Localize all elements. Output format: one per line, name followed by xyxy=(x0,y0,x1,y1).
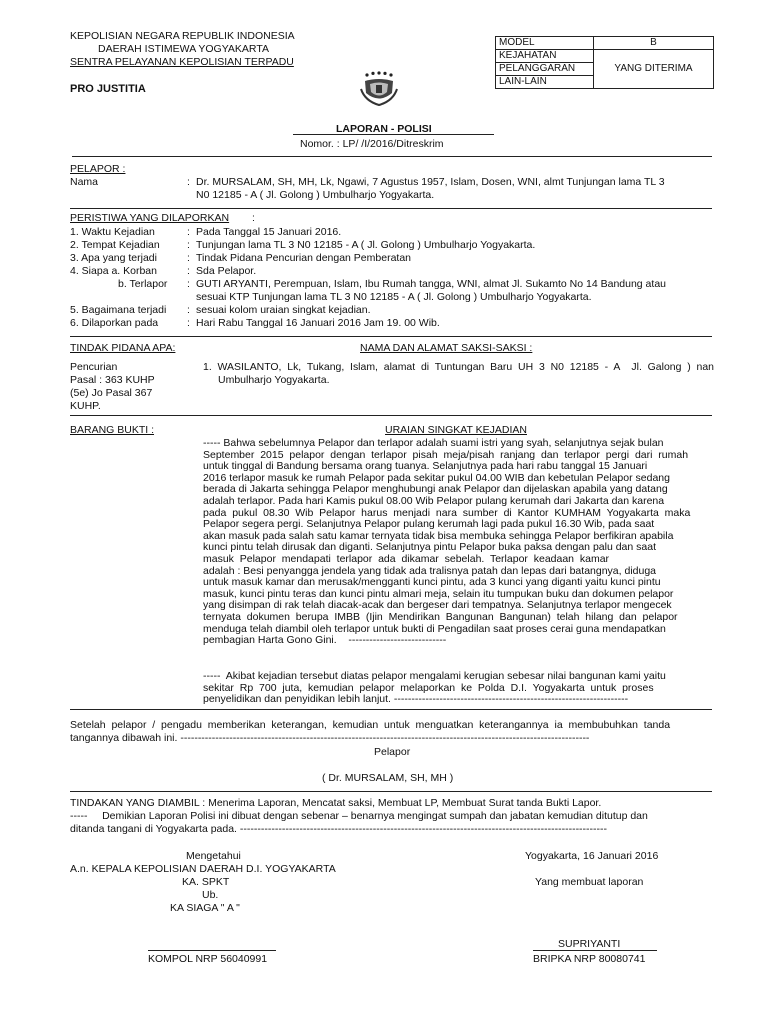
peristiwa-item-value: GUTI ARYANTI, Perempuan, Islam, Ibu Rumah tangga, WNI, almat Jl. Sukamto No 14 Bandung atau xyxy=(196,278,666,290)
left-rank-nrp: KOMPOL NRP 56040991 xyxy=(148,953,268,965)
document-title: LAPORAN - POLISI xyxy=(336,123,432,135)
right-rank-nrp: BRIPKA NRP 80080741 xyxy=(533,953,646,965)
uraian-line: penyelidikan dan penyidikan lebih lanjut. ------------------------------------------------------------------- xyxy=(203,693,629,706)
model-value: B xyxy=(594,37,714,50)
peristiwa-item-label: b. Terlapor xyxy=(118,278,168,290)
divider xyxy=(70,709,712,710)
uraian-line: ternyata dokumen berupa IMBB (Ijin Mendirikan Bangunan Bangunan) telah hilang dan pelapor xyxy=(203,611,678,623)
kejahatan-label: KEJAHATAN xyxy=(496,50,594,63)
an-kepala-label: A.n. KEPALA KEPOLISIAN DAERAH D.I. YOGYAKARTA xyxy=(70,863,336,875)
right-signature-line xyxy=(533,950,657,951)
uraian-line: adalah : Besi penyangga jendela yang tidak ada tralisnya patah dan lepas dari batangnya, diduga xyxy=(203,564,657,577)
peristiwa-item-label: 6. Dilaporkan pada xyxy=(70,317,159,329)
peristiwa-item-colon: : xyxy=(187,265,190,277)
tindakan-line-1: TINDAKAN YANG DIAMBIL : Menerima Laporan, Mencatat saksi, Membuat LP, Membuat Surat tanda Bukti Lapor. xyxy=(70,797,602,809)
tindakan-line-2: ----- Demikian Laporan Polisi ini dibuat dengan sebenar – benarnya mengingat sumpah dan jabatan kemudian ditutup dan xyxy=(70,810,648,822)
uraian-line: ----- Akibat kejadian tersebut diatas pelapor mengalami kerugian sebesar nilai bangunan kami yaitu xyxy=(203,670,666,682)
peristiwa-item-colon: : xyxy=(187,304,190,316)
uraian-line: masuk Pelapor mendapati terlapor ada dikamar sebelah. Terlapor keadaan kamar xyxy=(203,553,610,565)
police-emblem-logo xyxy=(359,71,399,107)
peristiwa-item-label: 5. Bagaimana terjadi xyxy=(70,304,167,316)
peristiwa-item-colon: : xyxy=(187,317,190,329)
peristiwa-item-value: sesuai KTP Tunjungan lama TL 3 N0 12185 - A ( Jl. Golong ) Umbulharjo Yogyakarta. xyxy=(196,291,592,303)
peristiwa-item-label: 2. Tempat Kejadian xyxy=(70,239,160,251)
peristiwa-item-value: Hari Rabu Tanggal 16 Januari 2016 Jam 19. 00 Wib. xyxy=(196,317,440,329)
pelapor-sign-name: ( Dr. MURSALAM, SH, MH ) xyxy=(322,772,454,784)
peristiwa-item-colon: : xyxy=(187,278,190,290)
model-classification-table xyxy=(495,36,714,89)
ka-siaga-label: KA SIAGA " A " xyxy=(170,902,240,914)
pidana-line-2: Pasal : 363 KUHP xyxy=(70,374,155,386)
ub-label: Ub. xyxy=(202,889,219,901)
status-value: YANG DITERIMA xyxy=(594,50,714,89)
saksi-heading: NAMA DAN ALAMAT SAKSI-SAKSI : xyxy=(360,342,533,354)
uraian-line: pembagian Harta Gono Gini. ---------------------------- xyxy=(203,634,447,647)
divider xyxy=(70,208,712,209)
right-signer-name: SUPRIYANTI xyxy=(558,938,621,950)
peristiwa-item-value: sesuai kolom uraian singkat kejadian. xyxy=(196,304,371,316)
document-number: Nomor. : LP/ /I/2016/Ditreskrim xyxy=(300,138,444,150)
uraian-line: pada pukul 08.30 Wib Pelapor harus menjadi nara sumber di Kantor KUMHAM Yogyakarta maka xyxy=(203,506,691,519)
header-line-3: SENTRA PELAYANAN KEPOLISIAN TERPADU xyxy=(70,56,294,68)
peristiwa-item-label: 3. Apa yang terjadi xyxy=(70,252,157,264)
uraian-line: untuk tinggal di Bandung bersama orang tuanya. Selanjutnya pada hari rabu tanggal 15 Januari xyxy=(203,460,648,473)
uraian-line: 2016 terlapor masuk ke rumah Pelapor pada sekitar pukul 04.00 WIB dan kebetulan Pelapor sedang xyxy=(203,471,670,484)
pelapor-colon: : xyxy=(187,176,190,188)
peristiwa-item-label: 4. Siapa a. Korban xyxy=(70,265,157,277)
divider xyxy=(70,415,712,416)
peristiwa-heading-colon: : xyxy=(252,212,255,224)
model-label: MODEL xyxy=(496,37,594,50)
divider xyxy=(70,791,712,792)
closing-line-2: tangannya dibawah ini. --------------------------------------------------------------------------------------------------------------------- xyxy=(70,732,590,744)
uraian-line: masuk, kunci pintu teras dan kunci pintu almari meja, selain itu tumpukan buku dan dokumen pelapor xyxy=(203,587,674,600)
pelapor-sign-label: Pelapor xyxy=(374,746,411,758)
tindakan-line-3: ditanda tangani di Yogyakarta pada. --------------------------------------------------------------------------------------------------------- xyxy=(70,823,608,835)
uraian-line: kunci pintu telah dirusak dan diganti. Selanjutnya pintu Pelapor buka paksa dengan palu dan saat xyxy=(203,541,656,554)
uraian-line: Pelapor segera pergi. Selanjutnya Pelapor pulang kerumah lagi pada pukul 16.30 Wib, pada saat xyxy=(203,518,655,531)
pidana-line-1: Pencurian xyxy=(70,361,118,373)
left-signature-line xyxy=(148,950,276,951)
lain-label: LAIN-LAIN xyxy=(496,76,594,89)
title-underline xyxy=(293,134,494,135)
tindak-pidana-heading: TINDAK PIDANA APA: xyxy=(70,342,176,354)
peristiwa-item-value: Pada Tanggal 15 Januari 2016. xyxy=(196,226,342,238)
pidana-line-3: (5e) Jo Pasal 367 xyxy=(70,387,153,399)
uraian-line: untuk masuk kamar dan merusak/mengganti kunci pintu, ada 3 kunci yang diganti yaitu kunci pintu xyxy=(203,576,661,589)
peristiwa-item-value: Tindak Pidana Pencurian dengan Pemberatan xyxy=(196,252,412,264)
saksi-line-1: 1. WASILANTO, Lk, Tukang, Islam, alamat di Tuntungan Baru UH 3 N0 12185 - A Jl. Galong ) nan xyxy=(203,361,714,373)
uraian-line: akan masuk pada salah satu kamar ternyata tidak bisa membuka sehingga Pelapor berfikiran apabila xyxy=(203,529,674,542)
peristiwa-item-colon: : xyxy=(187,239,190,251)
peristiwa-heading: PERISTIWA YANG DILAPORKAN xyxy=(70,212,230,224)
barang-bukti-heading: BARANG BUKTI : xyxy=(70,424,155,436)
divider xyxy=(70,336,712,337)
closing-line-1: Setelah pelapor / pengadu memberikan keterangan, kemudian untuk menguatkan keterangannya ia membubuhkan tanda xyxy=(70,719,671,731)
uraian-line: ----- Bahwa sebelumnya Pelapor dan terlapor adalah suami istri yang syah, selanjutnya sejak bulan xyxy=(203,437,664,449)
peristiwa-item-label: 1. Waktu Kejadian xyxy=(70,226,155,238)
pelapor-detail-line-1: Dr. MURSALAM, SH, MH, Lk, Ngawi, 7 Agustus 1957, Islam, Dosen, WNI, almt Tunjungan lama TL 3 xyxy=(196,176,665,188)
ka-spkt-label: KA. SPKT xyxy=(182,876,230,888)
uraian-heading: URAIAN SINGKAT KEJADIAN xyxy=(385,424,527,436)
pro-justitia: PRO JUSTITIA xyxy=(70,83,146,95)
peristiwa-item-value: Sda Pelapor. xyxy=(196,265,257,277)
uraian-line: sekitar Rp 700 juta, kemudian pelapor melaporkan ke Polda D.I. Yogyakarta untuk proses xyxy=(203,681,654,694)
pelapor-heading: PELAPOR : xyxy=(70,163,126,175)
uraian-line: berada di Jakarta sehingga Pelapor menghubungi anak Pelapor dan dijelaskan apabila yang datang xyxy=(203,483,668,496)
mengetahui-label: Mengetahui xyxy=(186,850,241,862)
uraian-line: adalah terlapor. Pada hari Kamis pukul 08.00 Wib Pelapor pulang kerumah dari Jakarta dan karena xyxy=(203,495,665,507)
divider xyxy=(72,156,712,157)
header-line-1: KEPOLISIAN NEGARA REPUBLIK INDONESIA xyxy=(70,30,295,42)
pelanggaran-label: PELANGGARAN xyxy=(496,63,594,76)
peristiwa-item-value: Tunjungan lama TL 3 N0 12185 - A ( Jl. Golong ) Umbulharjo Yogyakarta. xyxy=(196,239,536,251)
peristiwa-item-colon: : xyxy=(187,226,190,238)
uraian-line: menduga telah diambil oleh terlapor untuk bukti di Pengadilan saat proses cerai guna mendapatkan xyxy=(203,622,666,635)
pidana-line-4: KUHP. xyxy=(70,400,101,412)
place-date: Yogyakarta, 16 Januari 2016 xyxy=(525,850,659,862)
saksi-line-2: Umbulharjo Yogyakarta. xyxy=(218,374,330,386)
pelapor-name-label: Nama xyxy=(70,176,99,188)
uraian-line: yang disimpan di rak telah diacak-acak dan bergeser dari tempatnya. Selanjutnya terlapor mengecek xyxy=(203,599,672,612)
pelapor-detail-line-2: N0 12185 - A ( Jl. Golong ) Umbulharjo Yogyakarta. xyxy=(196,189,435,201)
uraian-line: September 2015 pelapor dengan terlapor pisah meja/pisah ranjang dan terlapor pergi dari rumah xyxy=(203,448,689,461)
yang-membuat-label: Yang membuat laporan xyxy=(535,876,644,888)
peristiwa-item-colon: : xyxy=(187,252,190,264)
header-line-2: DAERAH ISTIMEWA YOGYAKARTA xyxy=(98,43,269,55)
